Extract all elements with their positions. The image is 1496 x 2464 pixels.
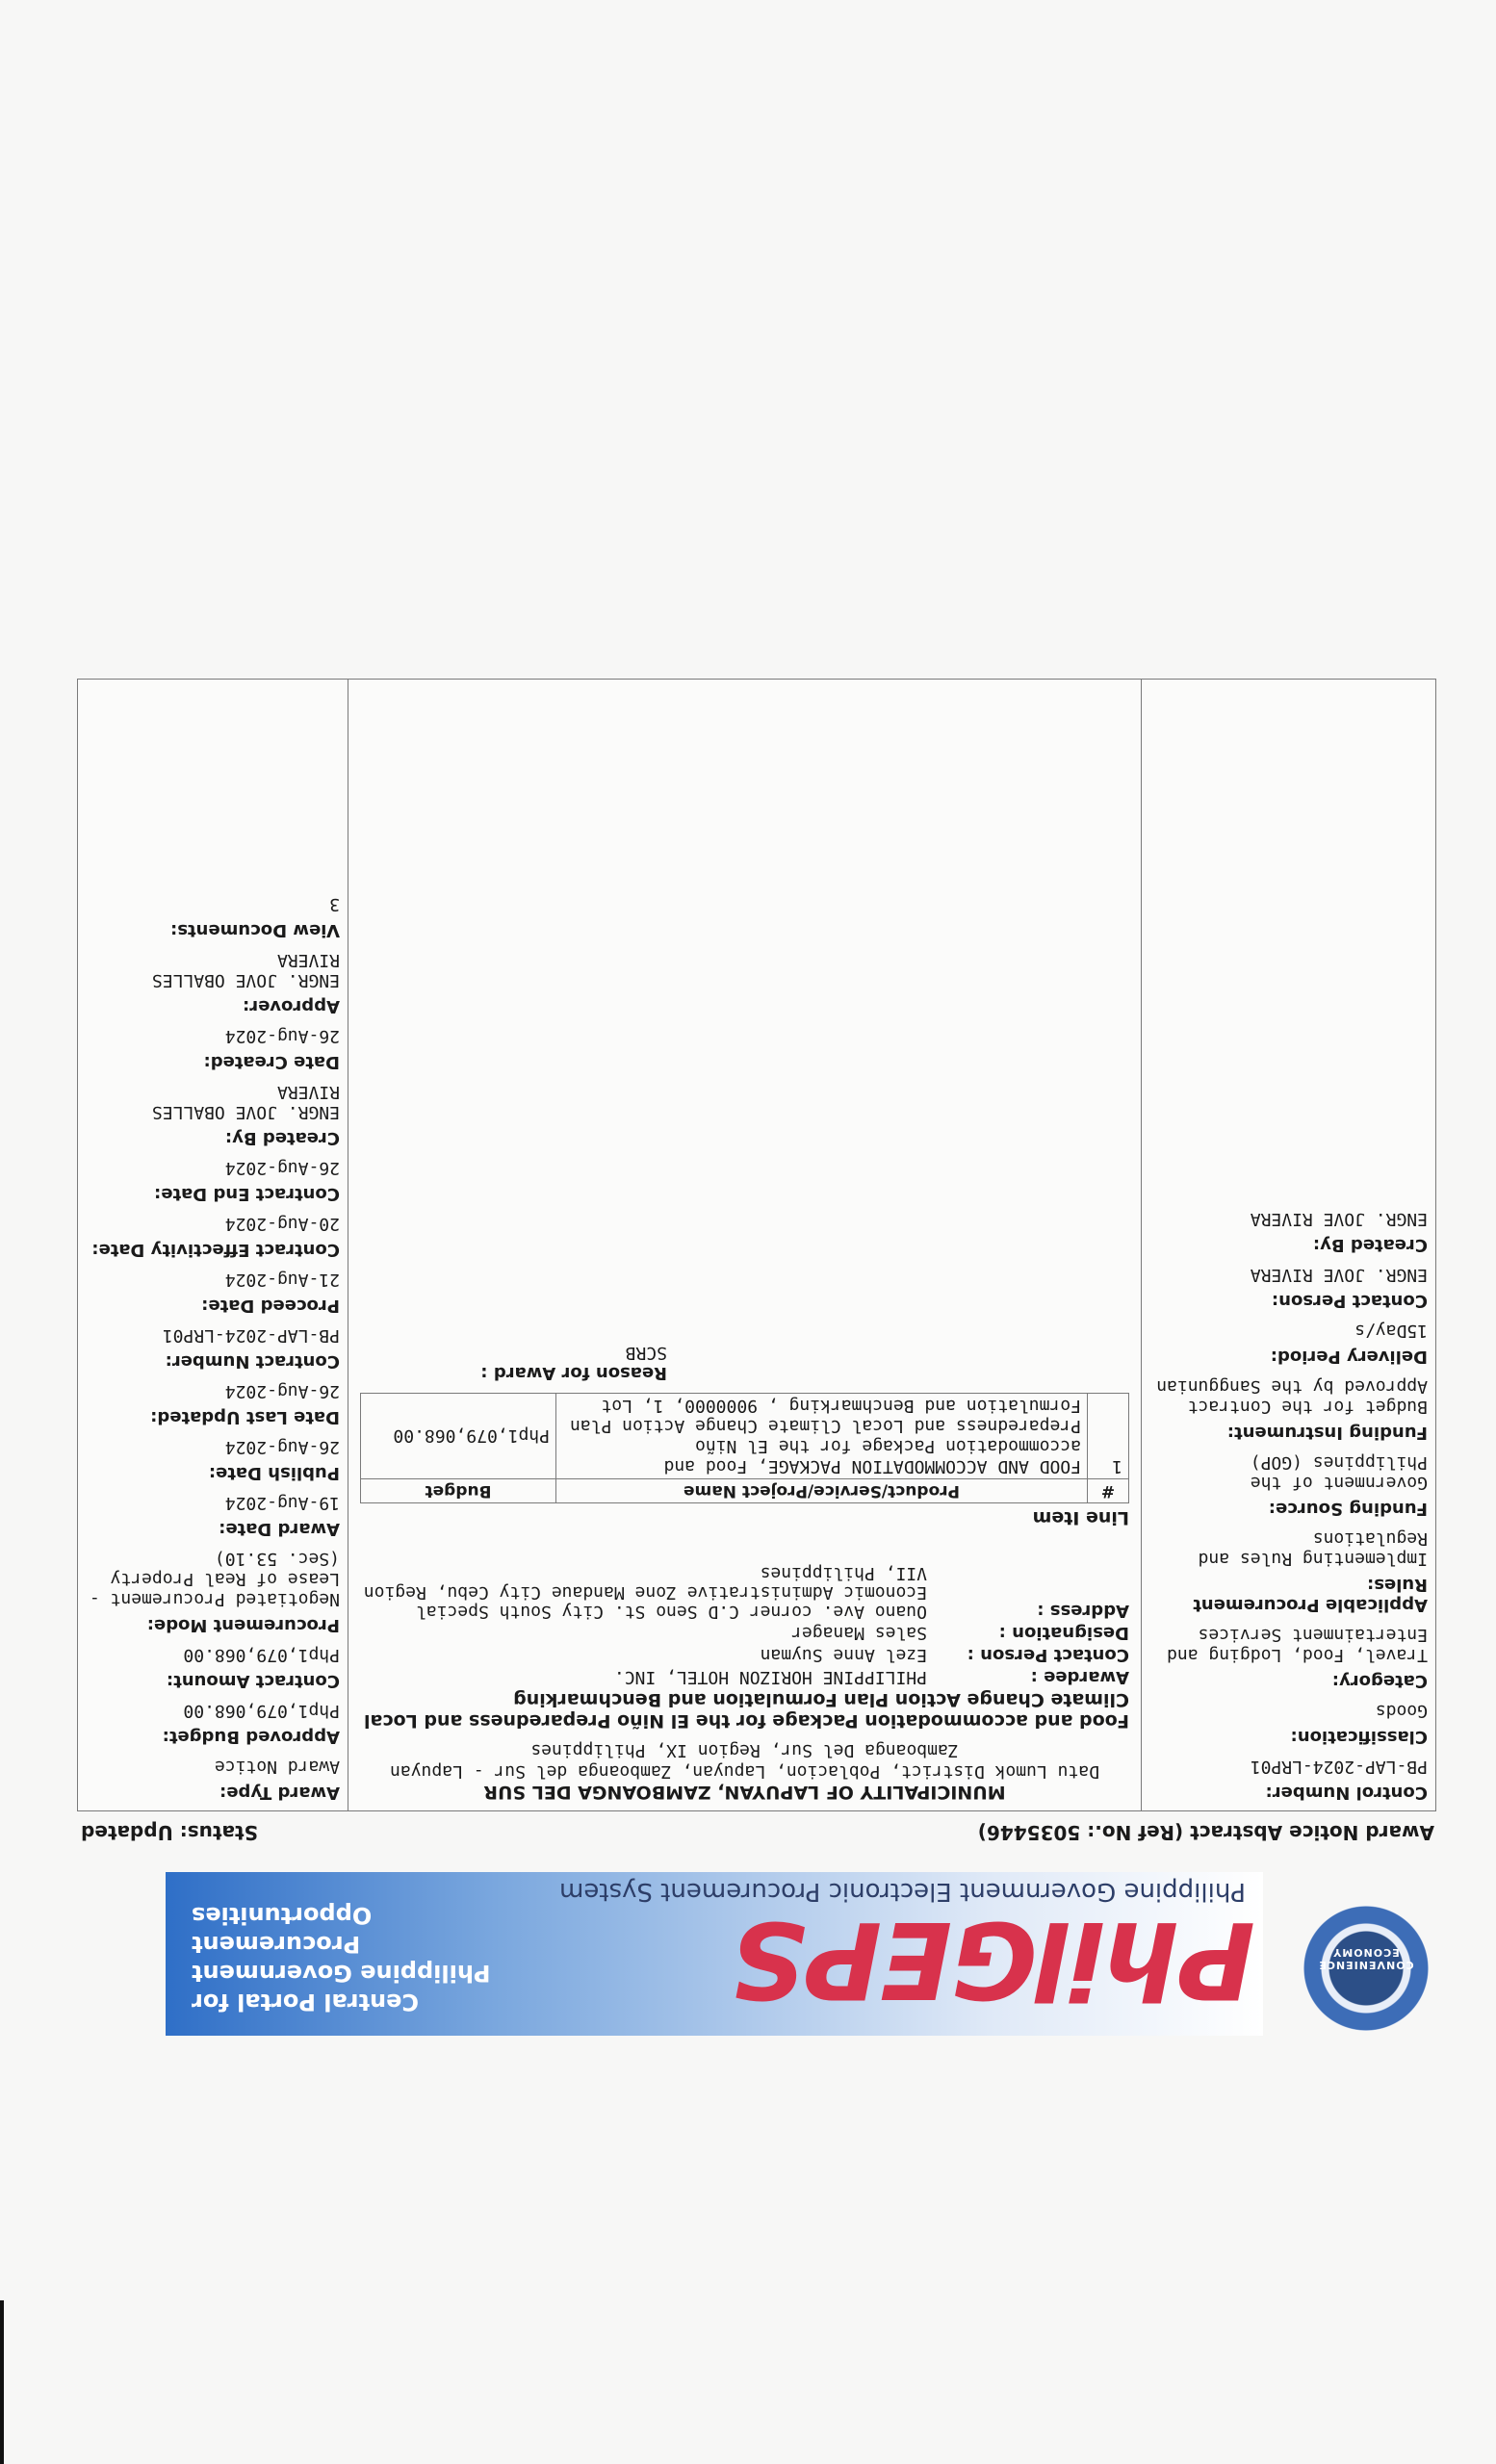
date-created-label: Date Created: — [203, 1052, 340, 1072]
proceed-date-value: 21-Aug-2024 — [224, 1270, 340, 1290]
line-item-table — [360, 1393, 1129, 1503]
view-documents-label: View Documents: — [170, 920, 340, 940]
middle-column — [348, 680, 1141, 1810]
reason-row — [360, 1363, 1129, 1383]
contract-amount-value: Php1,079,068.00 — [183, 1645, 340, 1665]
delivery-period-value: 15Day/s — [1354, 1321, 1428, 1341]
control-number-label: Control Number: — [1265, 1783, 1428, 1803]
line-item-title: Line Item — [1032, 1507, 1129, 1528]
reason-label: Reason for Award : — [480, 1363, 667, 1383]
project-title: Food and accommodation Package for the El Niño Preparedness and Local Climate Change Action Plan Formulation and Benchmarking — [364, 1689, 1129, 1732]
awardee-value: PHILIPPINE HORIZON HOTEL, INC. — [613, 1667, 927, 1687]
contract-number-label: Contract Number: — [165, 1351, 340, 1372]
contact-person-label: Contact Person: — [1271, 1291, 1428, 1311]
contract-amount-label: Contract Amount: — [166, 1671, 340, 1691]
awardee-row — [360, 1667, 1129, 1687]
abstract-title-row — [79, 1811, 1436, 1848]
address-label: Address : — [1037, 1601, 1129, 1621]
line-item-header-row — [361, 1479, 1129, 1503]
procurement-rules-label: Applicable Procurement Rules: — [1193, 1575, 1428, 1615]
left-column — [1141, 680, 1435, 1810]
control-number-value: PB-LAP-2024-LRP01 — [1250, 1757, 1428, 1777]
contract-end-date-value: 26-Aug-2024 — [224, 1158, 340, 1178]
contact-person-row — [360, 1645, 1129, 1665]
reason-value: SCRB — [625, 1343, 667, 1363]
contract-effectivity-label: Contract Effectivity Date: — [91, 1240, 340, 1260]
scan-edge — [0, 2300, 4, 2464]
created-by-value: ENGR. JOVE RIVERA — [1250, 1209, 1428, 1229]
abstract-title: Award Notice Abstract (Ref No.: 5035446) — [977, 1821, 1434, 1844]
procurement-mode-label: Procurement Mode: — [146, 1615, 340, 1635]
seal-text: CONVENIENCE ECONOMY — [1318, 1946, 1414, 1971]
col-header-num: # — [1088, 1479, 1129, 1503]
approver-label: Approver: — [243, 996, 340, 1016]
table-row — [361, 1394, 1129, 1479]
award-date-value: 19-Aug-2024 — [224, 1493, 340, 1513]
funding-instrument-label: Funding Instrument: — [1226, 1423, 1428, 1443]
address-value: Ouano Ave. corner C.D Seno St. City South Special Economic Administrative Zone Mandaue City Cebu, Region VII, Philippines — [363, 1563, 927, 1622]
contact-person-value: ENGR. JOVE RIVERA — [1250, 1265, 1428, 1285]
classification-value: Goods — [1375, 1701, 1428, 1721]
contract-effectivity-value: 20-Aug-2024 — [224, 1214, 340, 1234]
funding-instrument-value: Budget for the Contract Approved by the Sanggunian — [1156, 1376, 1428, 1417]
philgeps-banner — [163, 1858, 1448, 2050]
procurement-rules-value: Implementing Rules and Regulations — [1198, 1528, 1428, 1569]
category-label: Category: — [1331, 1671, 1428, 1691]
contract-number-value: PB-LAP-2024-LRP01 — [162, 1325, 340, 1346]
proceed-date-label: Proceed Date: — [201, 1296, 340, 1316]
line-item-name: FOOD AND ACCOMMODATION PACKAGE, Food and accommodation Package for the El Niño Preparedness and Local Climate Change Action Plan Formulation and Benchmarking , 9000000, 1, Lot — [556, 1394, 1088, 1479]
designation-label: Designation : — [998, 1623, 1129, 1643]
category-value: Travel, Food, Lodging and Entertainment Services — [1167, 1625, 1428, 1665]
delivery-period-label: Delivery Period: — [1270, 1347, 1428, 1367]
system-name: Philippine Government Electronic Procurement System — [559, 1877, 1246, 1906]
funding-source-label: Funding Source: — [1268, 1499, 1428, 1519]
col-header-budget: Budget — [361, 1479, 556, 1503]
award-type-value: Award Notice — [214, 1757, 340, 1777]
line-item-budget: Php1,079,068.00 — [361, 1394, 556, 1479]
created-by-label: Created By: — [1312, 1235, 1428, 1255]
contract-end-date-label: Contract End Date: — [154, 1184, 340, 1204]
portal-tagline: Central Portal for Philippine Government Procurement Opportunities — [192, 1902, 491, 2015]
designation-row — [360, 1623, 1129, 1643]
right-column — [78, 680, 348, 1810]
status-badge: Status: Updated — [81, 1821, 258, 1844]
award-type-label: Award Type: — [219, 1783, 340, 1803]
detail-table — [77, 679, 1436, 1811]
seal-logo-icon — [1303, 1906, 1429, 2031]
award-date-label: Award Date: — [219, 1519, 340, 1539]
approved-budget-label: Approved Budget: — [162, 1727, 340, 1747]
org-address: Datu Lumok District, Poblacion, Lapuyan, Zamboanga del Sur - Lapuyan Zamboanga Del Sur, Region IX, Philippines — [390, 1740, 1099, 1782]
publish-date-label: Publish Date: — [208, 1463, 340, 1483]
awardee-contact-value: Ezel Anne Suyman — [760, 1645, 927, 1665]
right-created-by-value: ENGR. JOVE OBALLES RIVERA — [151, 1082, 340, 1122]
publish-date-value: 26-Aug-2024 — [224, 1437, 340, 1457]
awardee-contact-label: Contact Person : — [967, 1645, 1129, 1665]
col-header-name: Product/Service/Project Name — [556, 1479, 1088, 1503]
line-item-num: 1 — [1088, 1394, 1129, 1479]
org-name: MUNICIPALITY OF LAPUYAN, ZAMBOANGA DEL SUR — [483, 1782, 1006, 1803]
date-last-updated-label: Date Last Updated: — [150, 1407, 340, 1427]
right-created-by-label: Created By: — [224, 1128, 340, 1148]
procurement-mode-value: Negotiated Procurement - Lease of Real Property (Sec. 53.10) — [89, 1549, 340, 1609]
classification-label: Classification: — [1290, 1727, 1428, 1747]
approver-value: ENGR. JOVE OBALLES RIVERA — [151, 950, 340, 990]
funding-source-value: Government of the Philippines (GOP) — [1250, 1452, 1428, 1493]
award-notice-abstract — [79, 679, 1436, 1848]
date-created-value: 26-Aug-2024 — [224, 1026, 340, 1046]
approved-budget-value: Php1,079,068.00 — [183, 1701, 340, 1721]
view-documents-link[interactable]: 3 — [329, 894, 340, 914]
awardee-label: Awardee : — [1030, 1667, 1129, 1687]
designation-value: Sales Manager — [791, 1623, 927, 1643]
date-last-updated-value: 26-Aug-2024 — [224, 1381, 340, 1401]
philgeps-logo: PhilGEPS — [732, 1898, 1255, 2021]
address-row — [360, 1563, 1129, 1621]
